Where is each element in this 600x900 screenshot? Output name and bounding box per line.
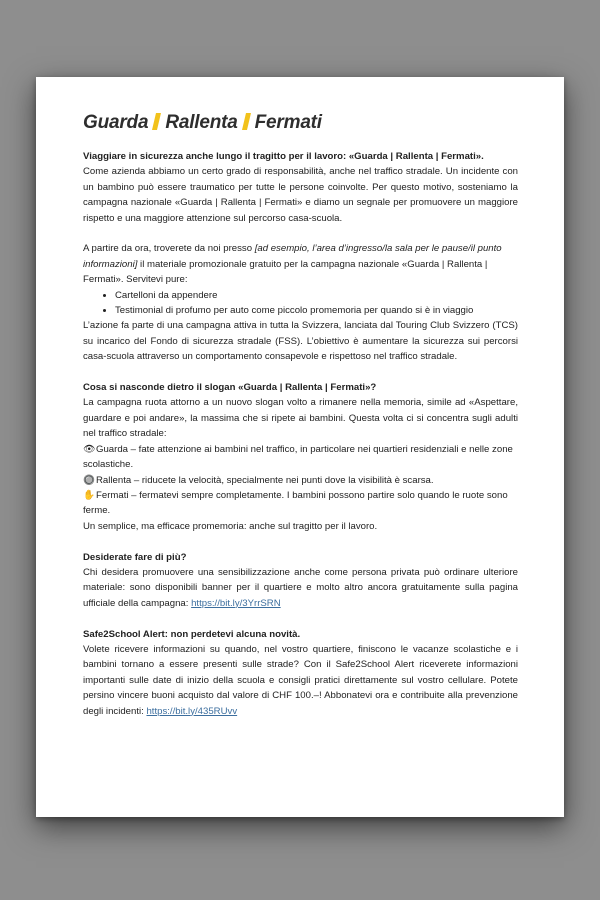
logo-word-fermati: Fermati — [254, 112, 322, 133]
intro-heading: Viaggiare in sicurezza anche lungo il tragitto per il lavoro: «Guarda | Rallenta | Fermati». — [83, 151, 484, 162]
logo-word-guarda: Guarda — [83, 112, 149, 133]
slogan-closing: Un semplice, ma efficace promemoria: anche sul tragitto per il lavoro. — [83, 520, 378, 532]
slogan-body: La campagna ruota attorno a un nuovo slogan volto a rimanere nella memoria, simile ad «Aspettare, guardare e poi andare», la massima che si ripete ai bambini. Questa volta ci si concentra sugli adulti nel traffico stradale: — [83, 397, 518, 440]
rallenta-line: 🔘Rallenta – riducete la velocità, specialmente nei punti dove la visibilità è scarsa. — [83, 473, 518, 488]
slow-button-icon: 🔘 — [83, 474, 95, 486]
material-paragraph — [83, 241, 518, 287]
alert-signup-link[interactable]: https://bit.ly/435RUvv — [146, 705, 238, 717]
eye-icon: 👁 — [83, 443, 96, 455]
campaign-page-link[interactable]: https://bit.ly/3YrrSRN — [191, 597, 281, 609]
material-lead: A partire da ora, troverete da noi presso — [83, 243, 255, 255]
document-page — [36, 77, 564, 817]
guarda-line: 👁Guarda – fate attenzione ai bambini nel traffico, in particolare nei quartieri residenziali e nelle zone scolastiche. — [83, 443, 513, 471]
fermati-line: ✋Fermati – fermatevi sempre completamente. I bambini possono partire solo quando le ruote sono ferme. — [83, 489, 508, 517]
more-heading: Desiderate fare di più? — [83, 551, 187, 563]
alert-heading: Safe2School Alert: non perdetevi alcuna novità. — [83, 628, 301, 640]
more-body: Chi desidera promuovere una sensibilizzazione anche come persona privata può ordinare ulteriore materiale: sono disponibili banner per il quartiere e molto altro ancora gratuitamente sulla pagina ufficiale della campagna: https://bit.ly/3YrrSRN — [83, 566, 518, 609]
material-italic: [ad esempio, l’area d’ingresso/la sala per le pause/il punto informazioni] — [83, 243, 502, 270]
list-item: • Testimonial di profumo per auto come piccolo promemoria per quando si è in viaggio — [115, 303, 518, 318]
alert-body: Volete ricevere informazioni su quando, nel vostro quartiere, finiscono le vacanze scolastiche e i bambini tornano a essere presenti sulle strade? Con il Safe2School Alert riceverete informazioni importanti sulle date di inizio della scuola e consigli pratici direttamente sul vostro cellulare. Potete persino vincere buoni acquisto dal valore di CHF 100.–! Abbonatevi ora e contribuite alla prevenzione degli incidenti: https://bit.ly/435RUvv — [83, 643, 518, 717]
intro-body: Come azienda abbiamo un certo grado di responsabilità, anche nel traffico stradale. Un incidente con un bambino può essere traumatico per tutte le persone coinvolte. Per questo motivo, sosteniamo la campagna nazionale «Guarda | Rallenta | Fermati» e diamo un segnale per promuovere un maggiore rispetto e una maggiore attenzione sul percorso casa-scuola. — [83, 166, 518, 224]
document-content — [83, 111, 518, 719]
campaign-logo — [83, 111, 518, 135]
material-rest: il materiale promozionale gratuito per la campagna nazionale «Guarda | Rallenta | Fermati». Servitevi pure: — [83, 258, 488, 286]
logo-slash-icon — [242, 113, 251, 130]
list-item: • Cartelloni da appendere — [115, 288, 518, 303]
campaign-description: L’azione fa parte di una campagna attiva in tutta la Svizzera, lanciata dal Touring Club Svizzero (TCS) su incarico del Fondo di sicurezza stradale (FSS). L’obiettivo è aumentare la sicurezza sui percorsi casa-scuola attraverso un comportamento consapevole e rispettoso nel traffico stradale. — [83, 320, 518, 363]
hand-stop-icon: ✋ — [83, 489, 95, 501]
slogan-heading: Cosa si nasconde dietro il slogan «Guarda | Rallenta | Fermati»? — [83, 382, 377, 394]
logo-slash-icon — [152, 113, 161, 130]
material-list — [83, 288, 518, 319]
logo-word-rallenta: Rallenta — [165, 112, 238, 133]
